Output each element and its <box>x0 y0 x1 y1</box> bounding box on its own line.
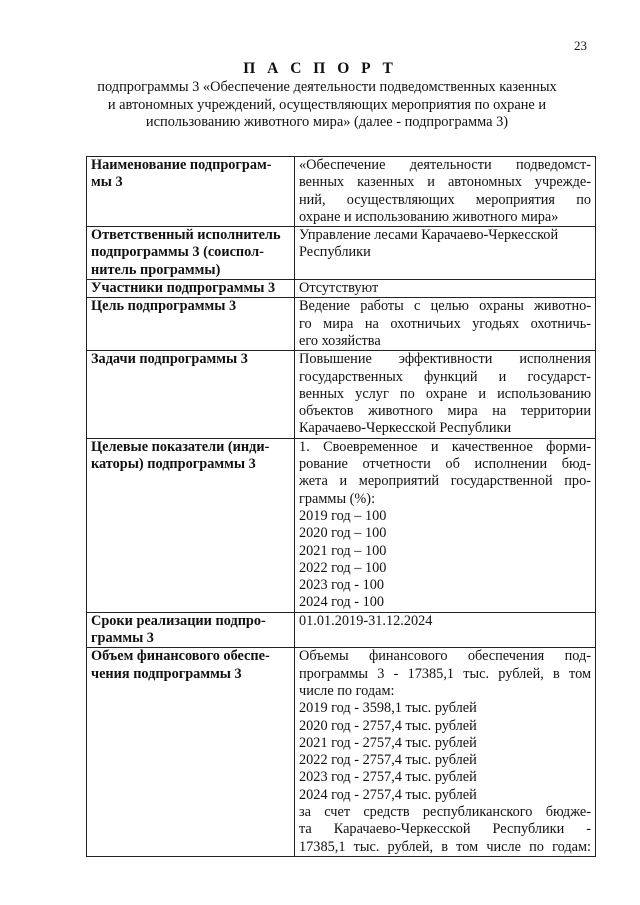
table-row-financing <box>87 648 596 857</box>
table-row-executor <box>87 227 596 280</box>
row-value <box>295 612 596 648</box>
value-line: 2020 год - 2757,4 тыс. рублей <box>299 717 477 734</box>
value-line: охране и использованию животного мира» <box>299 208 559 225</box>
page-number: 23 <box>574 38 587 53</box>
value-line: жета и мероприятий государственной про- <box>299 473 591 490</box>
value-line: 01.01.2019-31.12.2024 <box>299 612 433 629</box>
value-line: «Обеспечение деятельности подведомст- <box>299 157 591 173</box>
label-line: Ответственный исполнитель <box>91 227 281 244</box>
table-row-name <box>87 157 596 227</box>
value-line: 2023 год - 100 <box>299 577 385 594</box>
subtitle-line: подпрограммы 3 «Обеспечение деятельности подведомственных казенных <box>97 79 557 95</box>
value-line: та Карачаево-Черкесской Республики - <box>299 821 591 838</box>
row-value <box>295 280 596 298</box>
label-line: Задачи подпрограммы 3 <box>91 351 248 368</box>
row-label <box>87 280 295 298</box>
label-line: Цель подпрограммы 3 <box>91 298 237 315</box>
value-line: ний, осуществляющих мероприятия по <box>299 191 591 208</box>
row-label <box>87 612 295 648</box>
row-label <box>87 157 295 227</box>
value-line: Ведение работы с целью охраны животно- <box>299 298 591 315</box>
value-line: венных услуг по охране и использованию <box>299 385 591 402</box>
value-line: за счет средств республиканского бюдже- <box>299 803 591 820</box>
row-value <box>295 298 596 351</box>
document-subtitle <box>70 79 584 132</box>
value-line: 2019 год – 100 <box>299 507 387 524</box>
value-line: венных казенных и автономных учрежде- <box>299 174 591 191</box>
label-line: Целевые показатели (инди- <box>91 438 270 455</box>
table-row-tasks <box>87 351 596 438</box>
row-label <box>87 298 295 351</box>
label-line: каторы) подпрограммы 3 <box>91 456 256 473</box>
label-line: Наименование подпрограм- <box>91 157 272 173</box>
row-value <box>295 648 596 857</box>
value-line: 2019 год - 3598,1 тыс. рублей <box>299 700 477 717</box>
row-value <box>295 157 596 227</box>
value-line: граммы (%): <box>299 490 376 507</box>
value-line: 2023 год - 2757,4 тыс. рублей <box>299 769 477 786</box>
label-line: подпрограммы 3 (соиспол- <box>91 244 264 261</box>
value-line: 17385,1 тыс. рублей, в том числе по годам: <box>299 838 591 855</box>
row-label <box>87 648 295 857</box>
label-line: мы 3 <box>91 174 123 191</box>
label-line: граммы 3 <box>91 630 154 647</box>
document-title: П А С П О Р Т <box>243 60 397 77</box>
value-line: 2022 год – 100 <box>299 559 387 576</box>
value-line: государственных функций и государст- <box>299 368 591 385</box>
row-label <box>87 351 295 438</box>
value-line: 2021 год – 100 <box>299 542 387 559</box>
value-line: Повышение эффективности исполнения <box>299 351 591 368</box>
value-line: 2024 год - 100 <box>299 594 385 611</box>
table-row-indicators <box>87 438 596 612</box>
table-row-timeframe <box>87 612 596 648</box>
value-line: рование отчетности об исполнении бюд- <box>299 456 591 473</box>
value-line: программы 3 - 17385,1 тыс. рублей, в том <box>299 665 591 682</box>
value-line: Управление лесами Карачаево-Черкесской <box>299 227 559 244</box>
label-line: чения подпрограммы 3 <box>91 665 242 682</box>
value-line: Объемы финансового обеспечения под- <box>299 648 591 665</box>
value-line: объектов животного мира на территории <box>299 403 591 420</box>
value-line: Карачаево-Черкесской Республики <box>299 420 512 437</box>
row-label <box>87 438 295 612</box>
value-line: его хозяйства <box>299 332 381 349</box>
label-line: Сроки реализации подпро- <box>91 612 266 629</box>
row-value <box>295 351 596 438</box>
value-line: 2024 год - 2757,4 тыс. рублей <box>299 786 477 803</box>
table-row-goal <box>87 298 596 351</box>
value-line: 2020 год – 100 <box>299 525 387 542</box>
label-line: Участники подпрограммы 3 <box>91 280 276 297</box>
value-line: 2021 год - 2757,4 тыс. рублей <box>299 734 477 751</box>
value-line: Отсутствуют <box>299 280 379 297</box>
value-line: числе по годам: <box>299 682 395 699</box>
value-line: Республики <box>299 244 371 261</box>
row-value <box>295 438 596 612</box>
passport-table <box>86 156 596 857</box>
row-label <box>87 227 295 280</box>
subtitle-line: и автономных учреждений, осуществляющих мероприятия по охране и <box>107 96 547 113</box>
table-row-participants <box>87 280 596 298</box>
label-line: Объем финансового обеспе- <box>91 648 270 665</box>
value-line: 1. Своевременное и качественное форми- <box>299 438 591 455</box>
row-value <box>295 227 596 280</box>
value-line: го мира на охотничьих угодьях охотничь- <box>299 315 591 332</box>
label-line: нитель программы) <box>91 261 221 278</box>
value-line: 2022 год - 2757,4 тыс. рублей <box>299 752 477 769</box>
subtitle-line: использованию животного мира» (далее - подпрограмма 3) <box>145 114 509 130</box>
